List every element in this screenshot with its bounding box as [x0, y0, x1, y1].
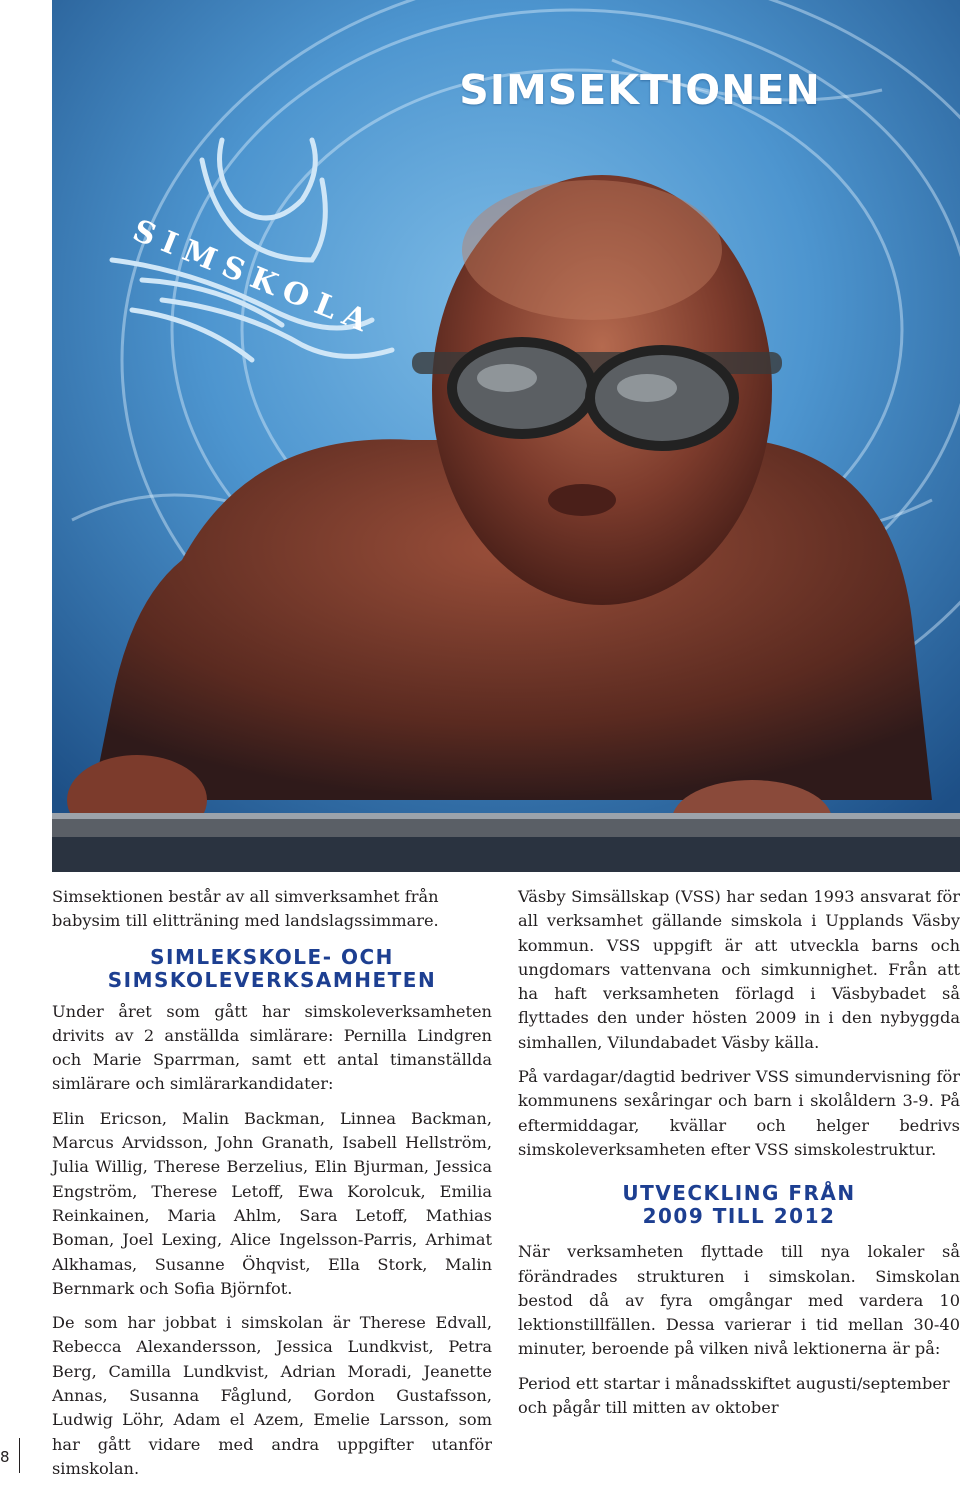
- section-heading-simskoleverksamheten: [52, 946, 492, 992]
- intro-paragraph: Simsektionen består av all simverksamhet från babysim till elitträning med landslagssimmare.: [52, 887, 439, 931]
- section-heading-utveckling: [518, 1182, 960, 1228]
- swimmer-photo: [52, 0, 960, 872]
- heading-line: UTVECKLING FRÅN: [622, 1181, 856, 1206]
- body-paragraph: Väsby Simsällskap (VSS) har sedan 1993 ansvarat för all verksamhet gällande simskola i Upplands Väsby kommun. VSS uppgift är att utveckla barns och ungdomars vattenvana och simkunnighet. Från att ha haft verksamheten förlagd i Väsbybadet så flyttades den under hösten 2009 in i den nybyggda simhallen, Vilundabadet Väsby källa.: [518, 887, 960, 1052]
- simskola-logo: [72, 110, 412, 400]
- body-paragraph: Under året som gått har simskoleverksamheten drivits av 2 anställda simlärare: Pernilla Lindgren och Marie Sparrman, samt ett antal timanställda simlärare och simlärarkandidater:: [52, 1001, 492, 1094]
- heading-line: SIMSKOLEVERKSAMHETEN: [107, 967, 437, 992]
- body-paragraph: Period ett startar i månadsskiftet augusti/september och pågår till mitten av oktober: [518, 1373, 950, 1418]
- body-paragraph: När verksamheten flyttade till nya lokaler så förändrades strukturen i simskolan. Simskolan bestod då av fyra omgångar med vardera 10 lektionstillfällen. Dessa varierar i tid mellan 30-40 minuter, beroende på vilken nivå lektionerna är på:: [518, 1242, 960, 1359]
- left-column: [52, 885, 492, 1491]
- body-paragraph: Elin Ericson, Malin Backman, Linnea Backman, Marcus Arvidsson, John Granath, Isabell Hellström, Julia Willig, Therese Berzelius, Elin Bjurman, Jessica Engström, Therese Letoff, Ewa Korolcuk, Emilia Reinkainen, Maria Ahlm, Sara Letoff, Mathias Boman, Joel Lexing, Alice Ingelsson-Parris, Arhimat Alkhamas, Susanne Öhqvist, Ella Stork, Malin Bernmark och Sofia Björnfot.: [52, 1108, 492, 1298]
- body-paragraph: De som har jobbat i simskolan är Therese Edvall, Rebecca Alexandersson, Jessica Lundkvist, Petra Berg, Camilla Lundkvist, Adrian Moradi, Jeanette Annas, Susanna Fåglund, Gordon Gustafsson, Ludwig Löhr, Adam el Azem, Emelie Larsson, som har gått vidare med andra uppgifter utanför simskolan.: [52, 1313, 492, 1478]
- logo-text: SIMSKOLA: [127, 213, 381, 343]
- page-edge-line: [19, 1438, 20, 1473]
- body-paragraph: På vardagar/dagtid bedriver VSS simundervisning för kommunens sexåringar och barn i skolåldern 3-9. På eftermiddagar, kvällar och helger bedrivs simskoleverksamheten efter VSS simskolestruktur.: [518, 1067, 960, 1159]
- right-column: [518, 885, 960, 1430]
- heading-line: SIMLEKSKOLE- OCH: [150, 944, 394, 969]
- heading-line: 2009 TILL 2012: [642, 1204, 836, 1229]
- page-number: 8: [0, 1448, 10, 1466]
- page-title: SIMSEKTIONEN: [459, 66, 821, 114]
